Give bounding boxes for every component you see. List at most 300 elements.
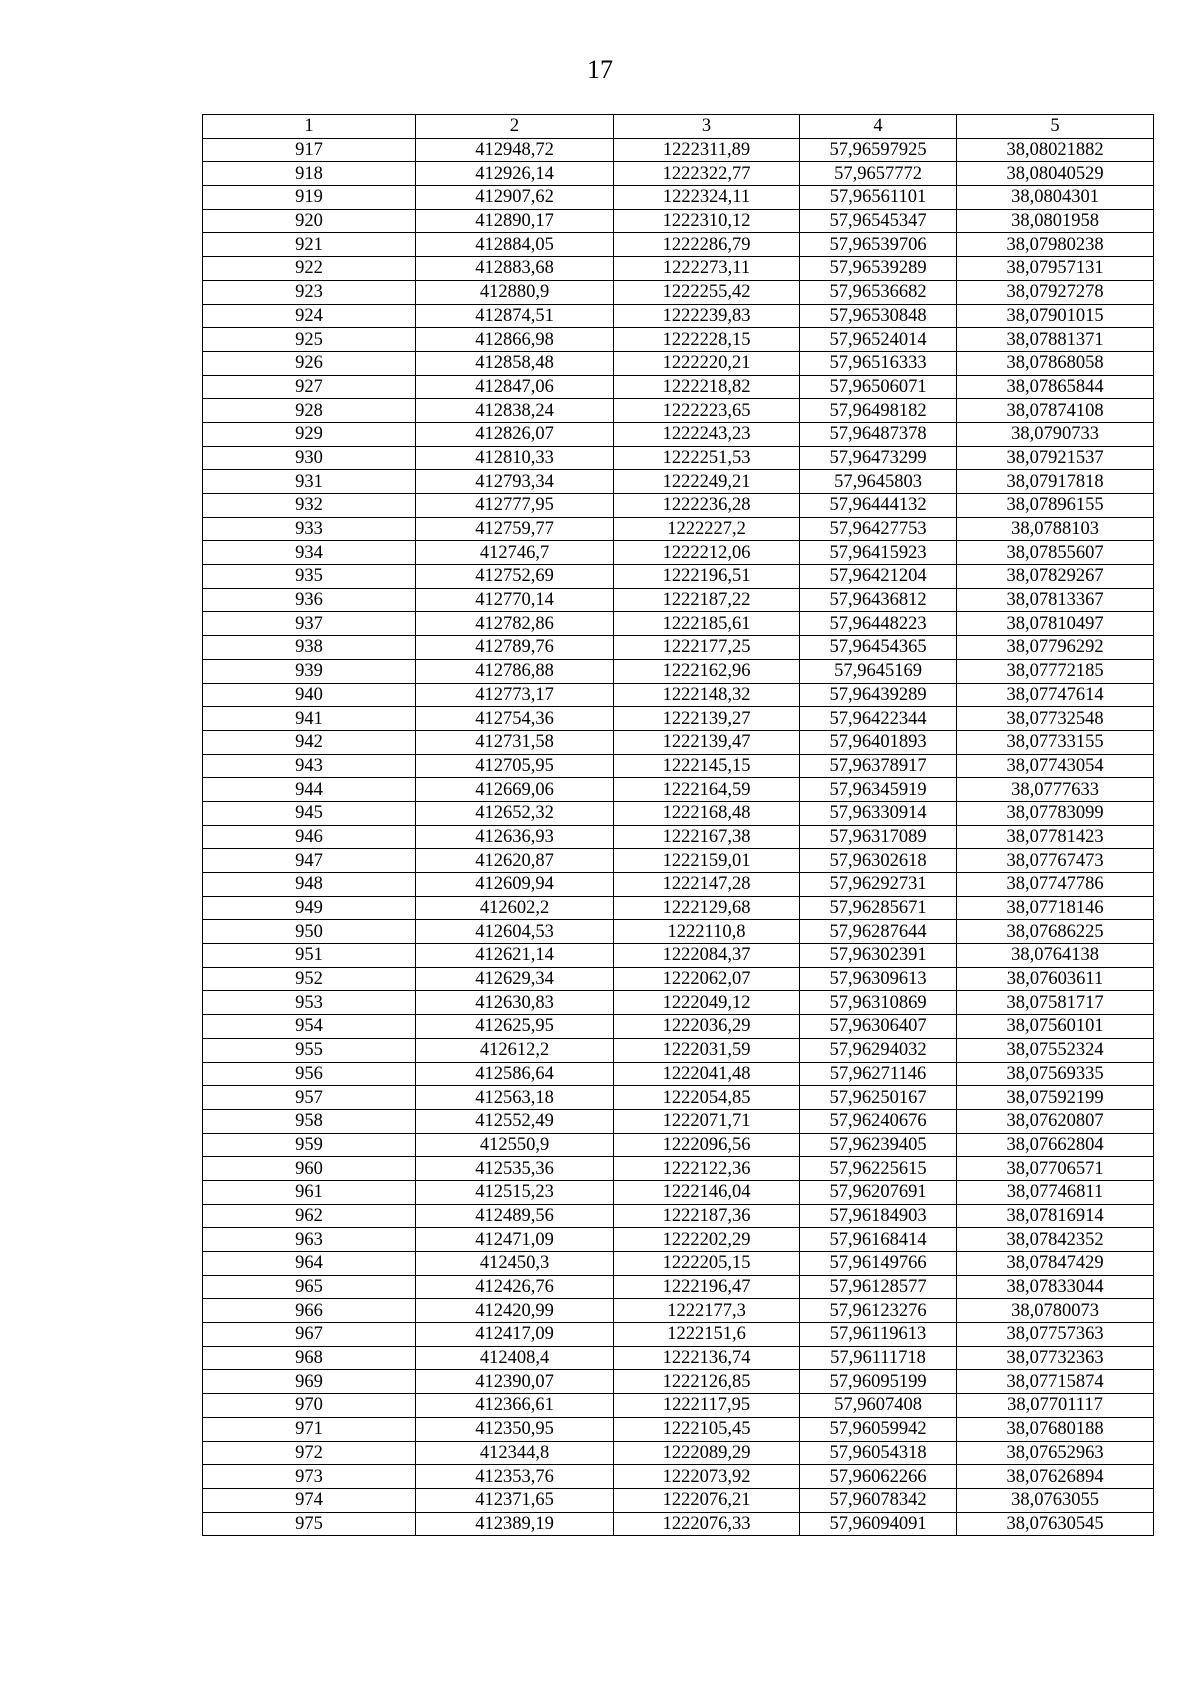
table-cell: 1222146,04 — [614, 1180, 800, 1204]
table-cell: 1222041,48 — [614, 1062, 800, 1086]
table-cell: 968 — [203, 1346, 416, 1370]
table-cell: 38,07921537 — [957, 446, 1154, 470]
table-cell: 38,08021882 — [957, 138, 1154, 162]
table-cell: 1222167,38 — [614, 825, 800, 849]
table-row — [203, 1394, 1154, 1418]
table-cell: 932 — [203, 494, 416, 518]
table-cell: 919 — [203, 186, 416, 210]
table-cell: 38,07732363 — [957, 1346, 1154, 1370]
table-cell: 412609,94 — [416, 873, 614, 897]
table-cell: 38,07813367 — [957, 588, 1154, 612]
table-cell: 412810,33 — [416, 446, 614, 470]
table-cell: 930 — [203, 446, 416, 470]
table-cell: 38,07816914 — [957, 1204, 1154, 1228]
table-cell: 412705,95 — [416, 754, 614, 778]
table-cell: 1222255,42 — [614, 280, 800, 304]
table-cell: 412948,72 — [416, 138, 614, 162]
table-cell: 57,96207691 — [800, 1180, 957, 1204]
table-cell: 412847,06 — [416, 375, 614, 399]
table-row — [203, 873, 1154, 897]
table-cell: 57,96439289 — [800, 683, 957, 707]
table-cell: 1222239,83 — [614, 304, 800, 328]
table-cell: 38,07701117 — [957, 1394, 1154, 1418]
table-cell: 924 — [203, 304, 416, 328]
table-cell: 57,96473299 — [800, 446, 957, 470]
table-cell: 412489,56 — [416, 1204, 614, 1228]
table-cell: 38,07652963 — [957, 1441, 1154, 1465]
table-row — [203, 967, 1154, 991]
table-cell: 412731,58 — [416, 730, 614, 754]
table-cell: 57,96250167 — [800, 1086, 957, 1110]
table-cell: 943 — [203, 754, 416, 778]
table-body — [203, 138, 1154, 1536]
table-cell: 38,07733155 — [957, 730, 1154, 754]
table-cell: 38,07957131 — [957, 257, 1154, 281]
table-row — [203, 1299, 1154, 1323]
table-row — [203, 1133, 1154, 1157]
table-cell: 1222117,95 — [614, 1394, 800, 1418]
column-header: 5 — [957, 115, 1154, 139]
table-cell: 57,96285671 — [800, 896, 957, 920]
table-cell: 57,96287644 — [800, 920, 957, 944]
table-cell: 972 — [203, 1441, 416, 1465]
table-cell: 57,96378917 — [800, 754, 957, 778]
table-row — [203, 1441, 1154, 1465]
table-cell: 412563,18 — [416, 1086, 614, 1110]
table-cell: 412366,61 — [416, 1394, 614, 1418]
table-cell: 57,96436812 — [800, 588, 957, 612]
table-cell: 412552,49 — [416, 1109, 614, 1133]
table-cell: 925 — [203, 328, 416, 352]
table-row — [203, 1157, 1154, 1181]
table-cell: 57,96184903 — [800, 1204, 957, 1228]
table-row — [203, 849, 1154, 873]
table-cell: 1222196,51 — [614, 565, 800, 589]
table-cell: 412907,62 — [416, 186, 614, 210]
table-cell: 38,07732548 — [957, 707, 1154, 731]
table-cell: 1222205,15 — [614, 1252, 800, 1276]
table-cell: 941 — [203, 707, 416, 731]
table-cell: 57,96524014 — [800, 328, 957, 352]
table-cell: 951 — [203, 944, 416, 968]
table-cell: 966 — [203, 1299, 416, 1323]
table-cell: 1222243,23 — [614, 422, 800, 446]
table-row — [203, 1417, 1154, 1441]
table-cell: 57,96345919 — [800, 778, 957, 802]
page-number: 17 — [587, 55, 613, 84]
table-cell: 57,96330914 — [800, 801, 957, 825]
table-cell: 945 — [203, 801, 416, 825]
table-cell: 38,07715874 — [957, 1370, 1154, 1394]
table-cell: 57,96225615 — [800, 1157, 957, 1181]
table-cell: 412789,76 — [416, 636, 614, 660]
table-row — [203, 707, 1154, 731]
table-cell: 57,96444132 — [800, 494, 957, 518]
table-cell: 412408,4 — [416, 1346, 614, 1370]
table-cell: 38,07630545 — [957, 1512, 1154, 1536]
table-cell: 57,96292731 — [800, 873, 957, 897]
table-cell: 38,07686225 — [957, 920, 1154, 944]
table-cell: 38,07842352 — [957, 1228, 1154, 1252]
table-row — [203, 565, 1154, 589]
table-cell: 38,07767473 — [957, 849, 1154, 873]
table-row — [203, 1204, 1154, 1228]
table-cell: 949 — [203, 896, 416, 920]
table-cell: 412350,95 — [416, 1417, 614, 1441]
table-cell: 38,07847429 — [957, 1252, 1154, 1276]
table-cell: 1222147,28 — [614, 873, 800, 897]
table-row — [203, 1015, 1154, 1039]
table-cell: 412586,64 — [416, 1062, 614, 1086]
table-cell: 1222031,59 — [614, 1038, 800, 1062]
table-cell: 38,07581717 — [957, 991, 1154, 1015]
table-row — [203, 1228, 1154, 1252]
table-cell: 57,96128577 — [800, 1275, 957, 1299]
table-cell: 57,96401893 — [800, 730, 957, 754]
table-cell: 57,96078342 — [800, 1488, 957, 1512]
table-cell: 57,96054318 — [800, 1441, 957, 1465]
table-cell: 412620,87 — [416, 849, 614, 873]
table-cell: 1222071,71 — [614, 1109, 800, 1133]
table-cell: 412612,2 — [416, 1038, 614, 1062]
table-cell: 937 — [203, 612, 416, 636]
table-cell: 38,07746811 — [957, 1180, 1154, 1204]
table-cell: 918 — [203, 162, 416, 186]
table-row — [203, 1275, 1154, 1299]
table-cell: 412890,17 — [416, 209, 614, 233]
table-cell: 1222159,01 — [614, 849, 800, 873]
table-row — [203, 778, 1154, 802]
table-cell: 1222105,45 — [614, 1417, 800, 1441]
table-row — [203, 754, 1154, 778]
table-cell: 1222139,47 — [614, 730, 800, 754]
table-row — [203, 920, 1154, 944]
table-cell: 57,96516333 — [800, 351, 957, 375]
table-cell: 57,96539706 — [800, 233, 957, 257]
table-cell: 1222202,29 — [614, 1228, 800, 1252]
table-cell: 963 — [203, 1228, 416, 1252]
column-header: 3 — [614, 115, 800, 139]
table-cell: 1222089,29 — [614, 1441, 800, 1465]
table-cell: 412426,76 — [416, 1275, 614, 1299]
table-cell: 970 — [203, 1394, 416, 1418]
table-row — [203, 896, 1154, 920]
table-row — [203, 162, 1154, 186]
table-cell: 38,07592199 — [957, 1086, 1154, 1110]
table-cell: 38,07743054 — [957, 754, 1154, 778]
table-row — [203, 659, 1154, 683]
table-cell: 57,96111718 — [800, 1346, 957, 1370]
table-row — [203, 1370, 1154, 1394]
table-row — [203, 991, 1154, 1015]
table-cell: 412450,3 — [416, 1252, 614, 1276]
table-cell: 38,07855607 — [957, 541, 1154, 565]
table-cell: 1222076,33 — [614, 1512, 800, 1536]
table-cell: 975 — [203, 1512, 416, 1536]
table-cell: 57,96561101 — [800, 186, 957, 210]
table-row — [203, 1488, 1154, 1512]
table-cell: 920 — [203, 209, 416, 233]
table-cell: 923 — [203, 280, 416, 304]
table-cell: 57,96536682 — [800, 280, 957, 304]
table-cell: 412471,09 — [416, 1228, 614, 1252]
table-cell: 1222273,11 — [614, 257, 800, 281]
table-cell: 1222223,65 — [614, 399, 800, 423]
table-cell: 412777,95 — [416, 494, 614, 518]
table-cell: 38,07552324 — [957, 1038, 1154, 1062]
table-cell: 38,07747786 — [957, 873, 1154, 897]
table-cell: 38,0780073 — [957, 1299, 1154, 1323]
table-row — [203, 801, 1154, 825]
table-cell: 38,07718146 — [957, 896, 1154, 920]
table-cell: 38,07881371 — [957, 328, 1154, 352]
table-row — [203, 1323, 1154, 1347]
table-cell: 57,96597925 — [800, 138, 957, 162]
table-cell: 412838,24 — [416, 399, 614, 423]
table-cell: 38,0801958 — [957, 209, 1154, 233]
table-cell: 952 — [203, 967, 416, 991]
table-cell: 38,07868058 — [957, 351, 1154, 375]
table-row — [203, 399, 1154, 423]
table-cell: 1222168,48 — [614, 801, 800, 825]
table-cell: 38,07810497 — [957, 612, 1154, 636]
table-cell: 38,07927278 — [957, 280, 1154, 304]
table-cell: 412782,86 — [416, 612, 614, 636]
column-header: 4 — [800, 115, 957, 139]
table-cell: 942 — [203, 730, 416, 754]
table-cell: 38,07569335 — [957, 1062, 1154, 1086]
table-cell: 412926,14 — [416, 162, 614, 186]
table-cell: 1222310,12 — [614, 209, 800, 233]
table-row — [203, 1109, 1154, 1133]
table-cell: 412880,9 — [416, 280, 614, 304]
table-cell: 974 — [203, 1488, 416, 1512]
table-cell: 960 — [203, 1157, 416, 1181]
table-cell: 57,96545347 — [800, 209, 957, 233]
table-cell: 973 — [203, 1465, 416, 1489]
table-cell: 1222054,85 — [614, 1086, 800, 1110]
table-cell: 1222145,15 — [614, 754, 800, 778]
table-cell: 57,96506071 — [800, 375, 957, 399]
table-cell: 1222236,28 — [614, 494, 800, 518]
table-cell: 57,96310869 — [800, 991, 957, 1015]
table-row — [203, 944, 1154, 968]
table-row — [203, 257, 1154, 281]
table-cell: 917 — [203, 138, 416, 162]
table-cell: 57,9607408 — [800, 1394, 957, 1418]
coordinates-table — [202, 114, 1154, 1536]
table-cell: 57,96119613 — [800, 1323, 957, 1347]
table-cell: 1222227,2 — [614, 517, 800, 541]
table-cell: 955 — [203, 1038, 416, 1062]
table-row — [203, 422, 1154, 446]
table-cell: 412746,7 — [416, 541, 614, 565]
table-row — [203, 588, 1154, 612]
table-row — [203, 1038, 1154, 1062]
table-cell: 412874,51 — [416, 304, 614, 328]
table-cell: 412417,09 — [416, 1323, 614, 1347]
table-header-row — [203, 115, 1154, 139]
table-cell: 38,07874108 — [957, 399, 1154, 423]
table-cell: 57,96302391 — [800, 944, 957, 968]
table-cell: 948 — [203, 873, 416, 897]
table-cell: 38,0764138 — [957, 944, 1154, 968]
table-cell: 1222139,27 — [614, 707, 800, 731]
table-cell: 38,07706571 — [957, 1157, 1154, 1181]
table-cell: 412884,05 — [416, 233, 614, 257]
table-cell: 57,9657772 — [800, 162, 957, 186]
table-cell: 964 — [203, 1252, 416, 1276]
table-cell: 38,07757363 — [957, 1323, 1154, 1347]
table-cell: 38,0788103 — [957, 517, 1154, 541]
table-cell: 57,96095199 — [800, 1370, 957, 1394]
table-cell: 1222110,8 — [614, 920, 800, 944]
table-cell: 938 — [203, 636, 416, 660]
table-cell: 38,07896155 — [957, 494, 1154, 518]
table-cell: 412625,95 — [416, 1015, 614, 1039]
table-row — [203, 612, 1154, 636]
table-cell: 57,96415923 — [800, 541, 957, 565]
table-cell: 38,07865844 — [957, 375, 1154, 399]
table-cell: 412602,2 — [416, 896, 614, 920]
table-cell: 1222322,77 — [614, 162, 800, 186]
table-row — [203, 730, 1154, 754]
table-cell: 38,0777633 — [957, 778, 1154, 802]
table-cell: 1222177,25 — [614, 636, 800, 660]
table-cell: 412629,34 — [416, 967, 614, 991]
table-cell: 412883,68 — [416, 257, 614, 281]
table-row — [203, 1252, 1154, 1276]
table-cell: 412669,06 — [416, 778, 614, 802]
table-cell: 38,07626894 — [957, 1465, 1154, 1489]
table-cell: 1222187,22 — [614, 588, 800, 612]
table-cell: 57,96498182 — [800, 399, 957, 423]
table-cell: 38,0763055 — [957, 1488, 1154, 1512]
table-row — [203, 825, 1154, 849]
table-cell: 928 — [203, 399, 416, 423]
table-cell: 412754,36 — [416, 707, 614, 731]
table-cell: 38,07747614 — [957, 683, 1154, 707]
table-cell: 412759,77 — [416, 517, 614, 541]
table-cell: 944 — [203, 778, 416, 802]
table-cell: 947 — [203, 849, 416, 873]
table-cell: 412630,83 — [416, 991, 614, 1015]
table-cell: 38,07560101 — [957, 1015, 1154, 1039]
table-cell: 961 — [203, 1180, 416, 1204]
table-cell: 934 — [203, 541, 416, 565]
table-cell: 57,96309613 — [800, 967, 957, 991]
table-cell: 1222129,68 — [614, 896, 800, 920]
table-cell: 57,96240676 — [800, 1109, 957, 1133]
table-cell: 38,08040529 — [957, 162, 1154, 186]
table-cell: 57,96487378 — [800, 422, 957, 446]
table-row — [203, 1512, 1154, 1536]
table-cell: 940 — [203, 683, 416, 707]
table-cell: 933 — [203, 517, 416, 541]
table-cell: 57,96422344 — [800, 707, 957, 731]
table-cell: 1222148,32 — [614, 683, 800, 707]
table-cell: 38,07662804 — [957, 1133, 1154, 1157]
table-cell: 38,07829267 — [957, 565, 1154, 589]
table-cell: 412390,07 — [416, 1370, 614, 1394]
table-row — [203, 1346, 1154, 1370]
table-cell: 412773,17 — [416, 683, 614, 707]
table-row — [203, 1086, 1154, 1110]
table-cell: 1222177,3 — [614, 1299, 800, 1323]
table-cell: 1222187,36 — [614, 1204, 800, 1228]
table-row — [203, 1180, 1154, 1204]
table-cell: 936 — [203, 588, 416, 612]
table-cell: 57,96094091 — [800, 1512, 957, 1536]
table-cell: 1222162,96 — [614, 659, 800, 683]
table-row — [203, 517, 1154, 541]
table-cell: 965 — [203, 1275, 416, 1299]
table-cell: 57,96123276 — [800, 1299, 957, 1323]
table-cell: 412770,14 — [416, 588, 614, 612]
table-cell: 57,96539289 — [800, 257, 957, 281]
table-cell: 967 — [203, 1323, 416, 1347]
table-cell: 412604,53 — [416, 920, 614, 944]
table-cell: 38,0804301 — [957, 186, 1154, 210]
table-cell: 412515,23 — [416, 1180, 614, 1204]
table-row — [203, 138, 1154, 162]
table-cell: 1222136,74 — [614, 1346, 800, 1370]
table-cell: 957 — [203, 1086, 416, 1110]
table-cell: 38,07680188 — [957, 1417, 1154, 1441]
table-cell: 412371,65 — [416, 1488, 614, 1512]
table-cell: 1222324,11 — [614, 186, 800, 210]
table-cell: 1222062,07 — [614, 967, 800, 991]
table-cell: 57,96317089 — [800, 825, 957, 849]
table-cell: 1222164,59 — [614, 778, 800, 802]
table-cell: 57,9645169 — [800, 659, 957, 683]
table-cell: 962 — [203, 1204, 416, 1228]
column-header: 2 — [416, 115, 614, 139]
table-cell: 956 — [203, 1062, 416, 1086]
table-cell: 1222220,21 — [614, 351, 800, 375]
table-row — [203, 186, 1154, 210]
table-cell: 38,07620807 — [957, 1109, 1154, 1133]
column-header: 1 — [203, 115, 416, 139]
table-cell: 1222311,89 — [614, 138, 800, 162]
table-cell: 57,96149766 — [800, 1252, 957, 1276]
table-cell: 935 — [203, 565, 416, 589]
table-cell: 38,07796292 — [957, 636, 1154, 660]
table-cell: 38,07772185 — [957, 659, 1154, 683]
table-cell: 57,96530848 — [800, 304, 957, 328]
table-cell: 1222228,15 — [614, 328, 800, 352]
table-cell: 38,07833044 — [957, 1275, 1154, 1299]
table-cell: 1222196,47 — [614, 1275, 800, 1299]
table-cell: 939 — [203, 659, 416, 683]
table-cell: 57,96421204 — [800, 565, 957, 589]
table-row — [203, 1062, 1154, 1086]
table-row — [203, 470, 1154, 494]
table-cell: 971 — [203, 1417, 416, 1441]
table-cell: 946 — [203, 825, 416, 849]
table-row — [203, 1465, 1154, 1489]
table-row — [203, 233, 1154, 257]
table-cell: 1222249,21 — [614, 470, 800, 494]
table-cell: 57,96239405 — [800, 1133, 957, 1157]
table-cell: 1222251,53 — [614, 446, 800, 470]
table-cell: 57,96168414 — [800, 1228, 957, 1252]
table-cell: 57,96302618 — [800, 849, 957, 873]
table-cell: 926 — [203, 351, 416, 375]
table-row — [203, 328, 1154, 352]
table-cell: 412793,34 — [416, 470, 614, 494]
table-cell: 57,96294032 — [800, 1038, 957, 1062]
